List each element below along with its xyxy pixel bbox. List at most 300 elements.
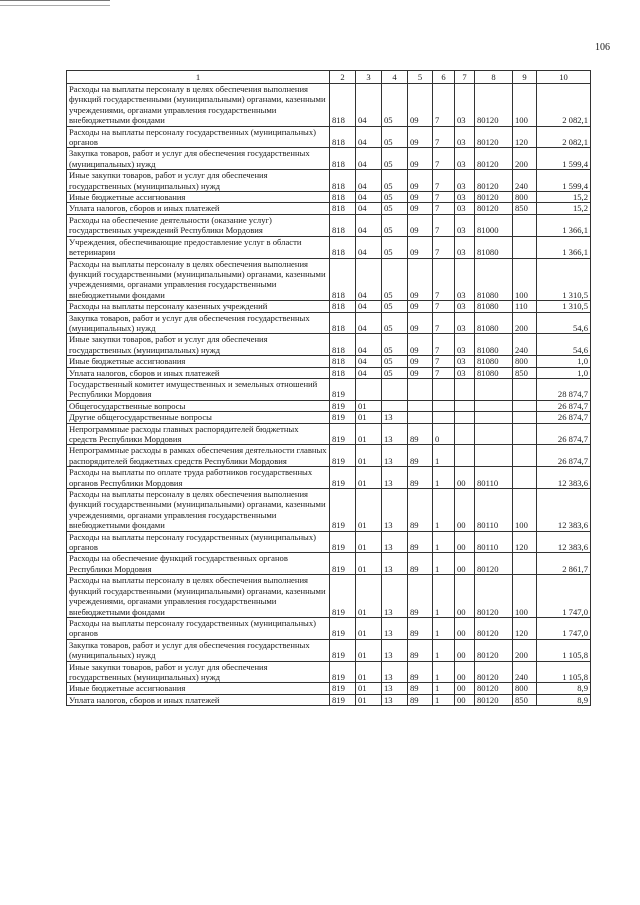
cell-amount: 1 310,5 xyxy=(537,258,591,301)
table-row xyxy=(67,312,591,334)
cell-main-event: 03 xyxy=(455,170,475,192)
cell-subsection: 13 xyxy=(382,445,408,467)
cell-expense-type: 240 xyxy=(513,334,537,356)
cell-chapter: 819 xyxy=(330,423,356,445)
cell-subprogram: 1 xyxy=(433,531,455,553)
cell-name: Закупка товаров, работ и услуг для обеспечения государственных (муниципальных) нужд xyxy=(67,148,330,170)
table-row xyxy=(67,356,591,367)
cell-program: 89 xyxy=(408,445,433,467)
cell-amount: 1 105,8 xyxy=(537,661,591,683)
table-row xyxy=(67,126,591,148)
table-row xyxy=(67,334,591,356)
cell-main-event: 03 xyxy=(455,203,475,214)
cell-program: 89 xyxy=(408,683,433,694)
cell-chapter: 818 xyxy=(330,301,356,312)
cell-subsection: 13 xyxy=(382,553,408,575)
cell-amount: 1 366,1 xyxy=(537,214,591,236)
cell-program: 09 xyxy=(408,356,433,367)
table-row xyxy=(67,489,591,532)
cell-program: 09 xyxy=(408,170,433,192)
cell-name: Расходы на выплаты персоналу государственных (муниципальных) органов xyxy=(67,531,330,553)
cell-program: 09 xyxy=(408,192,433,203)
cell-subprogram: 7 xyxy=(433,192,455,203)
cell-amount: 1,0 xyxy=(537,356,591,367)
cell-subsection: 13 xyxy=(382,694,408,705)
cell-direction: 81000 xyxy=(475,214,513,236)
cell-name: Общегосударственные вопросы xyxy=(67,400,330,411)
cell-subprogram: 7 xyxy=(433,126,455,148)
cell-name: Расходы на выплаты персоналу в целях обеспечения выполнения функций государственными (муниципальными) органами, казенными учреждениями, органами управления государственными внебюджетными фондами xyxy=(67,489,330,532)
header-cell: 8 xyxy=(475,71,513,84)
cell-name: Расходы на выплаты персоналу в целях обеспечения выполнения функций государственными (муниципальными) органами, казенными учреждениями, органами управления государственными внебюджетными фондами xyxy=(67,84,330,127)
cell-name: Другие общегосударственные вопросы xyxy=(67,412,330,423)
cell-subsection: 05 xyxy=(382,334,408,356)
cell-section: 01 xyxy=(356,423,382,445)
header-cell: 10 xyxy=(537,71,591,84)
cell-section: 01 xyxy=(356,412,382,423)
cell-chapter: 818 xyxy=(330,367,356,378)
table-row xyxy=(67,170,591,192)
table-row xyxy=(67,661,591,683)
cell-program: 09 xyxy=(408,236,433,258)
cell-main-event: 03 xyxy=(455,356,475,367)
table-row xyxy=(67,412,591,423)
cell-subsection: 05 xyxy=(382,312,408,334)
cell-name: Расходы на выплаты персоналу в целях обеспечения выполнения функций государственными (муниципальными) органами, казенными учреждениями, органами управления государственными внебюджетными фондами xyxy=(67,258,330,301)
cell-program: 89 xyxy=(408,531,433,553)
cell-subsection: 05 xyxy=(382,236,408,258)
table-row xyxy=(67,192,591,203)
cell-chapter: 819 xyxy=(330,467,356,489)
cell-expense-type xyxy=(513,467,537,489)
cell-direction: 81080 xyxy=(475,236,513,258)
cell-amount: 1 599,4 xyxy=(537,148,591,170)
cell-expense-type: 120 xyxy=(513,617,537,639)
cell-program: 09 xyxy=(408,126,433,148)
cell-amount: 8,9 xyxy=(537,683,591,694)
cell-name: Уплата налогов, сборов и иных платежей xyxy=(67,694,330,705)
cell-expense-type: 850 xyxy=(513,203,537,214)
cell-main-event: 00 xyxy=(455,639,475,661)
cell-chapter: 818 xyxy=(330,258,356,301)
cell-main-event: 03 xyxy=(455,301,475,312)
cell-name: Расходы на выплаты персоналу государственных (муниципальных) органов xyxy=(67,126,330,148)
cell-amount: 1 310,5 xyxy=(537,301,591,312)
table-row xyxy=(67,214,591,236)
cell-subsection: 13 xyxy=(382,661,408,683)
cell-subsection: 05 xyxy=(382,203,408,214)
cell-subsection: 05 xyxy=(382,84,408,127)
cell-chapter: 819 xyxy=(330,489,356,532)
cell-name: Иные закупки товаров, работ и услуг для обеспечения государственных (муниципальных) нужд xyxy=(67,334,330,356)
cell-direction: 80120 xyxy=(475,84,513,127)
cell-subsection xyxy=(382,400,408,411)
cell-chapter: 819 xyxy=(330,617,356,639)
cell-subprogram: 7 xyxy=(433,148,455,170)
cell-direction: 81080 xyxy=(475,334,513,356)
cell-section: 04 xyxy=(356,301,382,312)
cell-chapter: 819 xyxy=(330,553,356,575)
cell-chapter: 819 xyxy=(330,683,356,694)
cell-chapter: 818 xyxy=(330,170,356,192)
top-scan-mark xyxy=(0,0,110,6)
cell-direction: 80120 xyxy=(475,683,513,694)
cell-main-event: 03 xyxy=(455,236,475,258)
cell-direction xyxy=(475,412,513,423)
cell-amount: 2 082,1 xyxy=(537,126,591,148)
cell-main-event xyxy=(455,412,475,423)
cell-subprogram: 1 xyxy=(433,445,455,467)
cell-direction: 80120 xyxy=(475,192,513,203)
cell-section: 01 xyxy=(356,639,382,661)
cell-amount: 1 366,1 xyxy=(537,236,591,258)
table-header-row xyxy=(67,71,591,84)
cell-main-event: 03 xyxy=(455,258,475,301)
cell-main-event: 00 xyxy=(455,617,475,639)
cell-program: 09 xyxy=(408,214,433,236)
cell-subprogram: 7 xyxy=(433,203,455,214)
cell-expense-type: 800 xyxy=(513,356,537,367)
cell-name: Уплата налогов, сборов и иных платежей xyxy=(67,203,330,214)
cell-subprogram: 7 xyxy=(433,334,455,356)
cell-subsection: 05 xyxy=(382,301,408,312)
cell-name: Иные закупки товаров, работ и услуг для обеспечения государственных (муниципальных) нужд xyxy=(67,661,330,683)
cell-subsection: 05 xyxy=(382,258,408,301)
header-cell: 2 xyxy=(330,71,356,84)
cell-name: Закупка товаров, работ и услуг для обеспечения государственных (муниципальных) нужд xyxy=(67,639,330,661)
cell-direction: 81080 xyxy=(475,312,513,334)
cell-chapter: 818 xyxy=(330,334,356,356)
cell-expense-type: 200 xyxy=(513,312,537,334)
cell-section: 01 xyxy=(356,553,382,575)
cell-expense-type: 100 xyxy=(513,575,537,618)
cell-program: 09 xyxy=(408,148,433,170)
cell-direction: 80120 xyxy=(475,553,513,575)
cell-section: 01 xyxy=(356,683,382,694)
table-row xyxy=(67,694,591,705)
cell-chapter: 819 xyxy=(330,694,356,705)
cell-program: 09 xyxy=(408,312,433,334)
cell-subsection: 13 xyxy=(382,531,408,553)
cell-section: 04 xyxy=(356,192,382,203)
cell-subprogram: 1 xyxy=(433,661,455,683)
cell-chapter: 818 xyxy=(330,214,356,236)
cell-direction: 80120 xyxy=(475,575,513,618)
cell-amount: 1 747,0 xyxy=(537,617,591,639)
cell-main-event: 00 xyxy=(455,575,475,618)
cell-name: Государственный комитет имущественных и земельных отношений Республики Мордовия xyxy=(67,378,330,400)
cell-subprogram: 7 xyxy=(433,367,455,378)
cell-subprogram xyxy=(433,400,455,411)
cell-subsection: 05 xyxy=(382,170,408,192)
cell-program: 09 xyxy=(408,84,433,127)
cell-amount: 26 874,7 xyxy=(537,423,591,445)
page-number: 106 xyxy=(595,42,610,53)
cell-program: 09 xyxy=(408,334,433,356)
cell-subsection: 05 xyxy=(382,367,408,378)
cell-section: 04 xyxy=(356,214,382,236)
header-cell: 5 xyxy=(408,71,433,84)
cell-expense-type: 850 xyxy=(513,367,537,378)
cell-amount: 12 383,6 xyxy=(537,467,591,489)
cell-expense-type xyxy=(513,214,537,236)
cell-name: Иные бюджетные ассигнования xyxy=(67,356,330,367)
cell-subsection: 13 xyxy=(382,467,408,489)
cell-program: 89 xyxy=(408,489,433,532)
cell-name: Иные бюджетные ассигнования xyxy=(67,192,330,203)
cell-name: Расходы на выплаты по оплате труда работников государственных органов Республики Мордовия xyxy=(67,467,330,489)
cell-chapter: 819 xyxy=(330,400,356,411)
cell-main-event: 00 xyxy=(455,683,475,694)
cell-program: 89 xyxy=(408,575,433,618)
cell-amount: 1,0 xyxy=(537,367,591,378)
cell-name: Иные закупки товаров, работ и услуг для обеспечения государственных (муниципальных) нужд xyxy=(67,170,330,192)
cell-subsection: 05 xyxy=(382,126,408,148)
cell-expense-type: 240 xyxy=(513,170,537,192)
cell-amount: 2 082,1 xyxy=(537,84,591,127)
cell-subsection: 13 xyxy=(382,617,408,639)
cell-expense-type: 240 xyxy=(513,661,537,683)
cell-expense-type: 200 xyxy=(513,148,537,170)
cell-subsection: 05 xyxy=(382,148,408,170)
cell-program: 89 xyxy=(408,617,433,639)
cell-chapter: 819 xyxy=(330,412,356,423)
cell-program: 89 xyxy=(408,694,433,705)
cell-expense-type: 100 xyxy=(513,489,537,532)
cell-main-event: 00 xyxy=(455,489,475,532)
table-row xyxy=(67,617,591,639)
cell-expense-type: 110 xyxy=(513,301,537,312)
cell-name: Непрограммные расходы главных распорядителей бюджетных средств Республики Мордовия xyxy=(67,423,330,445)
cell-chapter: 819 xyxy=(330,531,356,553)
cell-main-event xyxy=(455,423,475,445)
cell-subsection: 05 xyxy=(382,356,408,367)
cell-expense-type xyxy=(513,378,537,400)
cell-section: 01 xyxy=(356,489,382,532)
cell-main-event: 00 xyxy=(455,531,475,553)
cell-main-event: 03 xyxy=(455,192,475,203)
cell-amount: 54,6 xyxy=(537,334,591,356)
cell-direction: 80110 xyxy=(475,467,513,489)
cell-expense-type: 100 xyxy=(513,84,537,127)
cell-section: 01 xyxy=(356,661,382,683)
cell-name: Иные бюджетные ассигнования xyxy=(67,683,330,694)
header-cell: 4 xyxy=(382,71,408,84)
cell-direction: 80120 xyxy=(475,170,513,192)
cell-amount: 15,2 xyxy=(537,203,591,214)
table-row xyxy=(67,367,591,378)
cell-name: Закупка товаров, работ и услуг для обеспечения государственных (муниципальных) нужд xyxy=(67,312,330,334)
cell-main-event xyxy=(455,445,475,467)
cell-direction: 80120 xyxy=(475,203,513,214)
cell-section: 04 xyxy=(356,236,382,258)
cell-amount: 28 874,7 xyxy=(537,378,591,400)
cell-chapter: 818 xyxy=(330,203,356,214)
table-row xyxy=(67,148,591,170)
cell-amount: 54,6 xyxy=(537,312,591,334)
table-row xyxy=(67,639,591,661)
cell-direction: 80120 xyxy=(475,148,513,170)
cell-section: 04 xyxy=(356,126,382,148)
cell-expense-type: 800 xyxy=(513,192,537,203)
cell-chapter: 818 xyxy=(330,148,356,170)
cell-chapter: 818 xyxy=(330,312,356,334)
cell-section: 04 xyxy=(356,356,382,367)
cell-expense-type xyxy=(513,412,537,423)
cell-amount: 1 599,4 xyxy=(537,170,591,192)
cell-amount: 8,9 xyxy=(537,694,591,705)
cell-chapter: 819 xyxy=(330,639,356,661)
cell-chapter: 819 xyxy=(330,575,356,618)
cell-section: 04 xyxy=(356,312,382,334)
table-row xyxy=(67,203,591,214)
cell-direction: 81080 xyxy=(475,301,513,312)
header-cell: 1 xyxy=(67,71,330,84)
budget-table xyxy=(66,70,591,706)
cell-amount: 15,2 xyxy=(537,192,591,203)
cell-name: Расходы на обеспечение деятельности (оказание услуг) государственных учреждений Республики Мордовия xyxy=(67,214,330,236)
cell-subprogram: 1 xyxy=(433,617,455,639)
cell-subprogram: 7 xyxy=(433,84,455,127)
cell-section: 01 xyxy=(356,575,382,618)
cell-subprogram: 7 xyxy=(433,258,455,301)
cell-chapter: 819 xyxy=(330,661,356,683)
cell-subprogram: 1 xyxy=(433,575,455,618)
cell-name: Расходы на обеспечение функций государственных органов Республики Мордовия xyxy=(67,553,330,575)
cell-amount: 26 874,7 xyxy=(537,412,591,423)
cell-subsection: 13 xyxy=(382,639,408,661)
cell-chapter: 818 xyxy=(330,236,356,258)
cell-direction xyxy=(475,445,513,467)
cell-main-event: 03 xyxy=(455,126,475,148)
cell-subprogram: 7 xyxy=(433,301,455,312)
cell-expense-type xyxy=(513,445,537,467)
cell-program: 89 xyxy=(408,661,433,683)
cell-subprogram: 7 xyxy=(433,312,455,334)
cell-section: 04 xyxy=(356,84,382,127)
cell-subprogram: 1 xyxy=(433,694,455,705)
cell-subprogram: 7 xyxy=(433,356,455,367)
cell-subprogram: 0 xyxy=(433,423,455,445)
cell-subsection: 13 xyxy=(382,423,408,445)
cell-direction xyxy=(475,378,513,400)
header-cell: 9 xyxy=(513,71,537,84)
cell-subprogram: 7 xyxy=(433,214,455,236)
cell-subprogram: 1 xyxy=(433,683,455,694)
cell-section: 04 xyxy=(356,334,382,356)
cell-subprogram xyxy=(433,378,455,400)
cell-name: Расходы на выплаты персоналу в целях обеспечения выполнения функций государственными (муниципальными) органами, казенными учреждениями, органами управления государственными внебюджетными фондами xyxy=(67,575,330,618)
cell-expense-type: 100 xyxy=(513,258,537,301)
cell-program: 09 xyxy=(408,203,433,214)
cell-main-event: 03 xyxy=(455,367,475,378)
cell-main-event: 03 xyxy=(455,148,475,170)
cell-expense-type: 200 xyxy=(513,639,537,661)
cell-program: 89 xyxy=(408,423,433,445)
table-row xyxy=(67,301,591,312)
cell-amount: 26 874,7 xyxy=(537,445,591,467)
cell-direction: 80110 xyxy=(475,489,513,532)
cell-program xyxy=(408,400,433,411)
cell-main-event: 00 xyxy=(455,553,475,575)
cell-direction: 81080 xyxy=(475,367,513,378)
table-row xyxy=(67,467,591,489)
cell-subsection: 05 xyxy=(382,214,408,236)
cell-expense-type: 120 xyxy=(513,126,537,148)
cell-main-event: 00 xyxy=(455,694,475,705)
cell-section: 01 xyxy=(356,445,382,467)
cell-direction: 80120 xyxy=(475,639,513,661)
cell-program: 89 xyxy=(408,467,433,489)
cell-expense-type: 850 xyxy=(513,694,537,705)
cell-subprogram: 7 xyxy=(433,170,455,192)
cell-chapter: 818 xyxy=(330,84,356,127)
cell-section: 04 xyxy=(356,170,382,192)
cell-subprogram: 1 xyxy=(433,553,455,575)
cell-amount: 12 383,6 xyxy=(537,531,591,553)
cell-subprogram xyxy=(433,412,455,423)
cell-subsection: 13 xyxy=(382,412,408,423)
cell-chapter: 819 xyxy=(330,445,356,467)
cell-direction: 80120 xyxy=(475,661,513,683)
cell-section: 04 xyxy=(356,148,382,170)
cell-main-event: 00 xyxy=(455,661,475,683)
cell-amount: 1 105,8 xyxy=(537,639,591,661)
cell-section: 04 xyxy=(356,258,382,301)
cell-section: 01 xyxy=(356,400,382,411)
cell-name: Уплата налогов, сборов и иных платежей xyxy=(67,367,330,378)
table-row xyxy=(67,378,591,400)
cell-direction: 80120 xyxy=(475,617,513,639)
cell-expense-type xyxy=(513,400,537,411)
table-row xyxy=(67,575,591,618)
cell-program: 09 xyxy=(408,258,433,301)
cell-main-event xyxy=(455,400,475,411)
cell-section: 01 xyxy=(356,617,382,639)
table-row xyxy=(67,236,591,258)
cell-main-event: 03 xyxy=(455,334,475,356)
cell-program: 09 xyxy=(408,367,433,378)
cell-expense-type: 120 xyxy=(513,531,537,553)
cell-section: 04 xyxy=(356,203,382,214)
cell-expense-type: 800 xyxy=(513,683,537,694)
cell-direction xyxy=(475,423,513,445)
cell-expense-type xyxy=(513,423,537,445)
table-row xyxy=(67,84,591,127)
cell-direction xyxy=(475,400,513,411)
cell-amount: 2 861,7 xyxy=(537,553,591,575)
cell-name: Расходы на выплаты персоналу казенных учреждений xyxy=(67,301,330,312)
table-body xyxy=(67,84,591,706)
cell-section xyxy=(356,378,382,400)
cell-main-event: 03 xyxy=(455,312,475,334)
cell-subsection: 05 xyxy=(382,192,408,203)
table-row xyxy=(67,400,591,411)
table-row xyxy=(67,423,591,445)
cell-subprogram: 1 xyxy=(433,467,455,489)
table-row xyxy=(67,531,591,553)
cell-program xyxy=(408,412,433,423)
cell-main-event: 03 xyxy=(455,84,475,127)
cell-name: Непрограммные расходы в рамках обеспечения деятельности главных распорядителей бюджетных средств Республики Мордовия xyxy=(67,445,330,467)
cell-amount: 1 747,0 xyxy=(537,575,591,618)
cell-direction: 80120 xyxy=(475,694,513,705)
cell-main-event: 00 xyxy=(455,467,475,489)
cell-main-event xyxy=(455,378,475,400)
cell-program: 89 xyxy=(408,553,433,575)
cell-program: 09 xyxy=(408,301,433,312)
cell-chapter: 818 xyxy=(330,126,356,148)
